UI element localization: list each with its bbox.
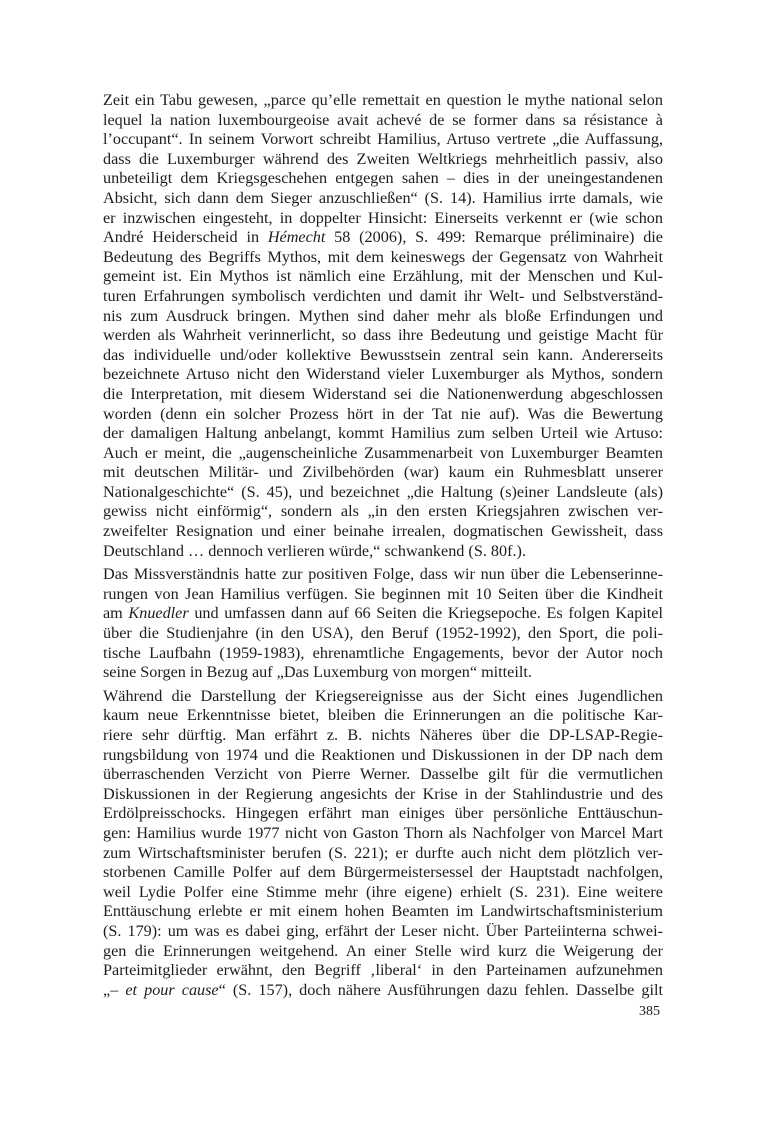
text-line xyxy=(103,687,663,707)
text-line xyxy=(103,405,663,425)
text-run: storbenen Camille Polfer auf dem Bürgermeistersessel der Hauptstadt nachfolgen, xyxy=(103,863,663,882)
text-line xyxy=(103,150,663,170)
text-run: kaum neue Erkenntnisse bietet, bleiben die Erinnerungen an die politische Kar- xyxy=(103,706,663,725)
text-run: am xyxy=(103,604,129,623)
body-text xyxy=(103,91,663,1000)
text-run: Bedeutung des Begriffs Mythos, mit dem keineswegs der Gegensatz von Wahrheit xyxy=(103,247,663,266)
text-run: werden als Wahrheit verinnerlicht, so dass ihre Bedeutung und geistige Macht für xyxy=(103,326,663,345)
text-run: Deutschland … dennoch verlieren würde,“ schwankend (S. 80f.). xyxy=(103,541,526,560)
text-run: worden (denn ein solcher Prozess hört in der Tat nie auf). Was die Bewertung xyxy=(103,404,663,423)
text-line xyxy=(103,726,663,746)
text-run: rungsbildung von 1974 und die Reaktionen und Diskussionen in der DP nach dem xyxy=(103,745,663,764)
text-run: seine Sorgen in Bezug auf „Das Luxemburg von morgen“ mitteilt. xyxy=(103,663,532,682)
text-run: „ xyxy=(103,980,111,999)
text-line xyxy=(103,463,663,483)
text-line xyxy=(103,326,663,346)
text-run: nis zum Ausdruck bringen. Mythen sind daher mehr als bloße Erfindungen und xyxy=(103,306,663,325)
text-run: Zeit ein Tabu gewesen, „parce qu’elle remettait en question le mythe national selon xyxy=(103,91,663,109)
text-line xyxy=(103,746,663,766)
italic-text-run: Knuedler xyxy=(128,604,189,623)
text-run: gen: Hamilius wurde 1977 nicht von Gaston Thorn als Nachfolger von Marcel Mart xyxy=(103,823,663,842)
text-line xyxy=(103,91,663,111)
paragraph-2 xyxy=(103,565,663,683)
text-line xyxy=(103,785,663,805)
text-line xyxy=(103,424,663,444)
text-run: turen Erfahrungen symbolisch verdichten und damit ihr Welt- und Selbstverständ- xyxy=(103,286,663,305)
text-run: mit deutschen Militär- und Zivilbehörden (war) kaum ein Ruhmesblatt unserer xyxy=(103,463,663,482)
text-run: zweifelter Resignation und einer beinahe irrealen, dogmatischen Gewissheit, dass xyxy=(103,522,663,541)
text-run: André Heiderscheid in xyxy=(103,228,268,247)
text-line xyxy=(103,522,663,542)
text-run: l’occupant“. In seinem Vorwort schreibt Hamilius, Artuso vertrete „die Auffassung, xyxy=(103,130,663,149)
text-run: 58 (2006), S. 499: Remarque préliminaire) die xyxy=(325,228,663,247)
text-run: Während die Darstellung der Kriegsereignisse aus der Sicht eines Jugendlichen xyxy=(103,686,663,705)
text-line xyxy=(103,267,663,287)
text-run: er inzwischen eingesteht, in doppelter Hinsicht: Einerseits verkennt er (wie schon xyxy=(103,208,663,227)
text-run: Parteimitglieder erwähnt, den Begriff ‚liberal‘ in den Parteinamen aufzunehmen xyxy=(103,961,663,980)
text-run: Nationalgeschichte“ (S. 45), und bezeichnet „die Haltung (s)einer Landsleute (als) xyxy=(103,482,663,501)
paragraph-1 xyxy=(103,91,663,561)
text-run: Erdölpreisschocks. Hingegen erfährt man einiges über persönliche Enttäuschun- xyxy=(103,804,663,823)
text-line xyxy=(103,307,663,327)
text-run: und umfassen dann auf 66 Seiten die Kriegsepoche. Es folgen Kapitel xyxy=(188,604,663,623)
text-line xyxy=(103,385,663,405)
paragraph-3 xyxy=(103,687,663,1001)
text-line xyxy=(103,228,663,248)
text-run: gewiss nicht einförmig“, sondern als „in den ersten Kriegsjahren zwischen ver- xyxy=(103,502,663,521)
italic-text-run: – et pour cause xyxy=(110,980,219,999)
text-run: zum Wirtschaftsminister berufen (S. 221); er durfte auch nicht dem plötzlich ver- xyxy=(103,843,663,862)
text-run: Diskussionen in der Regierung angesichts der Krise in der Stahlindustrie und des xyxy=(103,784,663,803)
text-run: die Interpretation, mit diesem Widerstand sei die Nationenwerdung abgeschlossen xyxy=(103,384,663,403)
text-line xyxy=(103,844,663,864)
text-line xyxy=(103,565,663,585)
text-line xyxy=(103,804,663,824)
text-run: Enttäuschung erlebte er mit einem hohen Beamten im Landwirtschaftsministerium xyxy=(103,902,663,921)
text-run: dass die Luxemburger während des Zweiten Weltkriegs mehrheitlich passiv, also xyxy=(103,149,663,168)
text-run: tische Laufbahn (1959-1983), ehrenamtliche Engagements, bevor der Autor noch xyxy=(103,643,663,662)
text-run: unbeteiligt dem Kriegsgeschehen entgegen sahen – dies in der uneingestandenen xyxy=(103,169,663,188)
text-run: Auch er meint, die „augenscheinliche Zusammenarbeit von Luxemburger Beamten xyxy=(103,443,663,462)
text-line xyxy=(103,706,663,726)
text-line xyxy=(103,824,663,844)
text-run: gen die Erinnerungen weitgehend. An einer Stelle wird kurz die Weigerung der xyxy=(103,941,663,960)
page-number: 385 xyxy=(639,1004,660,1019)
text-run: Das Missverständnis hatte zur positiven Folge, dass wir nun über die Lebenserinne- xyxy=(103,565,663,584)
text-run: der damaligen Haltung anbelangt, kommt Hamilius zum selben Urteil wie Artuso: xyxy=(103,424,663,443)
text-line xyxy=(103,644,663,664)
text-run: “ (S. 157), doch nähere Ausführungen dazu fehlen. Dasselbe gilt xyxy=(218,980,663,999)
text-line xyxy=(103,444,663,464)
text-line xyxy=(103,365,663,385)
text-run: Absicht, sich dann dem Sieger anzuschließen“ (S. 14). Hamilius irrte damals, wie xyxy=(103,188,663,207)
text-line xyxy=(103,248,663,268)
text-line xyxy=(103,585,663,605)
text-line xyxy=(103,483,663,503)
text-run: (S. 179): um was es dabei ging, erfährt der Leser nicht. Über Parteiinterna schwei- xyxy=(103,921,663,940)
text-line xyxy=(103,111,663,131)
text-line xyxy=(103,863,663,883)
text-line xyxy=(103,209,663,229)
text-line xyxy=(103,130,663,150)
text-line xyxy=(103,169,663,189)
text-run: bezeichnete Artuso nicht den Widerstand vieler Luxemburger als Mythos, sondern xyxy=(103,365,663,384)
text-line xyxy=(103,346,663,366)
text-line xyxy=(103,922,663,942)
text-line xyxy=(103,765,663,785)
text-line xyxy=(103,542,663,562)
text-run: gemeint ist. Ein Mythos ist nämlich eine Erzählung, mit der Menschen und Kul- xyxy=(103,267,663,286)
text-run: weil Lydie Polfer eine Stimme mehr (ihre eigene) erhielt (S. 231). Eine weitere xyxy=(103,882,663,901)
text-run: das individuelle und/oder kollektive Bewusstsein zentral sein kann. Andererseits xyxy=(103,345,663,364)
text-line xyxy=(103,624,663,644)
text-run: über die Studienjahre (in den USA), den Beruf (1952-1992), den Sport, die poli- xyxy=(103,624,663,643)
text-line xyxy=(103,663,663,683)
text-run: überraschenden Verzicht von Pierre Werner. Dasselbe gilt für die vermutlichen xyxy=(103,765,663,784)
text-line xyxy=(103,287,663,307)
text-line xyxy=(103,902,663,922)
text-line xyxy=(103,942,663,962)
text-line xyxy=(103,604,663,624)
text-line xyxy=(103,961,663,981)
italic-text-run: Hémecht xyxy=(267,228,326,247)
text-run: lequel la nation luxembourgeoise avait achevé de se former dans sa résistance à xyxy=(103,110,663,129)
text-line xyxy=(103,502,663,522)
text-run: rungen von Jean Hamilius verfügen. Sie beginnen mit 10 Seiten über die Kindheit xyxy=(103,584,663,603)
text-line xyxy=(103,981,663,1001)
text-run: riere sehr dürftig. Man erfährt z. B. nichts Näheres über die DP-LSAP-Regie- xyxy=(103,726,663,744)
text-line xyxy=(103,883,663,903)
text-line xyxy=(103,189,663,209)
